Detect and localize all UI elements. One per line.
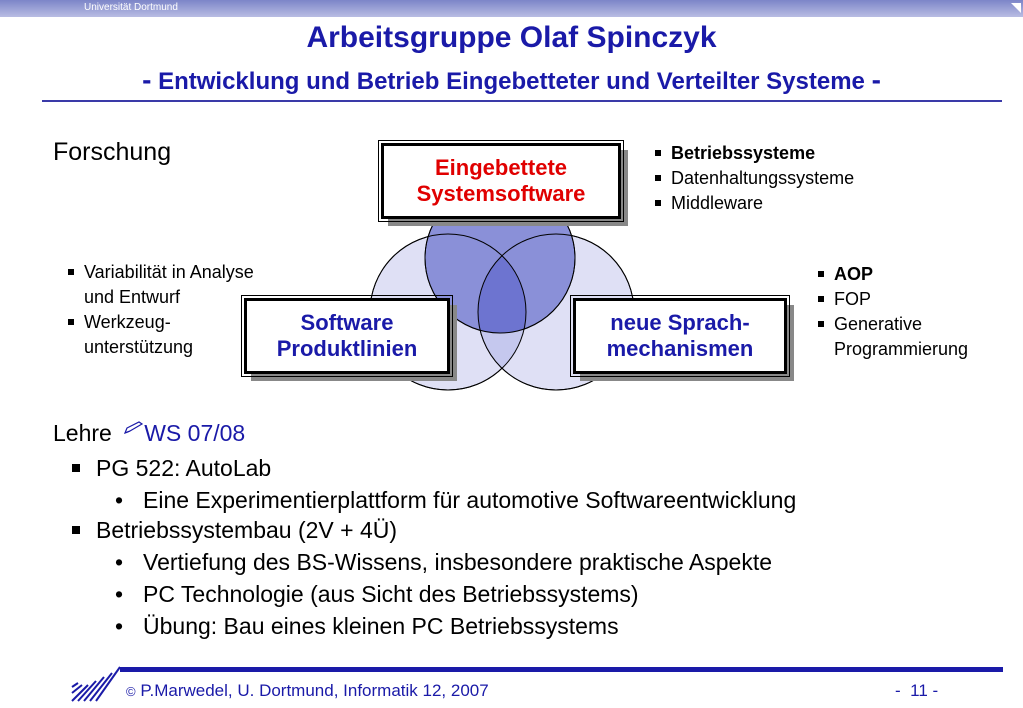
box-software-produktlinien: Software Produktlinien (244, 298, 450, 374)
university-logo (70, 663, 122, 703)
footer-author: © P.Marwedel, U. Dortmund, Informatik 12, 2007 (126, 681, 489, 700)
box-neue-sprachmechanismen: neue Sprach- mechanismen (573, 298, 787, 374)
lehre-heading: Lehre WS 07/08 (53, 420, 246, 446)
bullet-square-icon (72, 464, 80, 472)
footer-divider (120, 667, 1003, 672)
list-item: Datenhaltungssysteme (655, 166, 854, 191)
left-topic-list (68, 260, 254, 360)
slide-title: Arbeitsgruppe Olaf Spinczyk (306, 21, 717, 54)
ws-link[interactable]: WS 07/08 (118, 420, 245, 446)
list-item: Middleware (655, 191, 854, 216)
list-item: Generative Programmierung (818, 312, 968, 362)
list-item: Betriebssysteme (655, 141, 854, 166)
page-number: - 11 - (895, 681, 939, 700)
right-topic-list (818, 262, 968, 362)
university-label: Universität Dortmund (84, 2, 178, 13)
list-item: AOP (818, 262, 968, 287)
slide-subtitle: - Entwicklung und Betrieb Eingebetteter und Verteilter Systeme - (142, 64, 881, 95)
bullet-square-icon (72, 526, 80, 534)
pencil-icon (124, 421, 144, 435)
forschung-heading: Forschung (53, 138, 172, 166)
list-item: Werkzeug- unterstützung (68, 310, 254, 360)
list-item: Variabilität in Analyse und Entwurf (68, 260, 254, 310)
top-topic-list (655, 141, 854, 216)
box-eingebettete-systemsoftware: Eingebettete Systemsoftware (381, 143, 621, 219)
list-item: FOP (818, 287, 968, 312)
